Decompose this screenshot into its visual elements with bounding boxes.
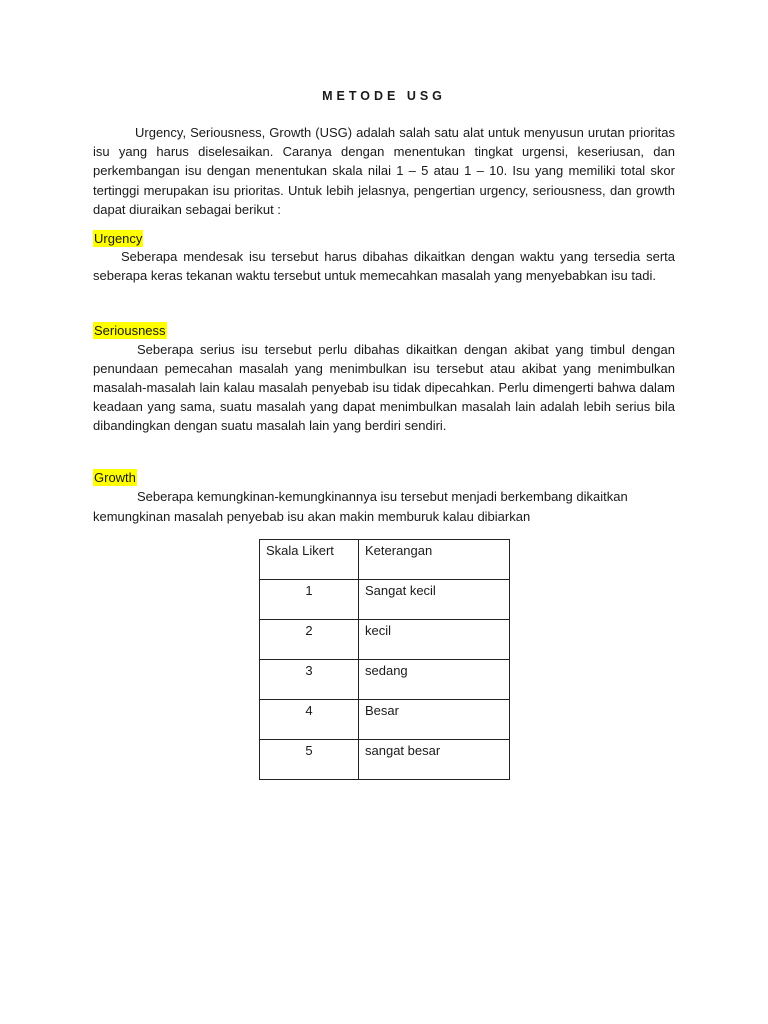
urgency-paragraph xyxy=(93,247,675,285)
heading-seriousness: Seriousness xyxy=(94,323,166,338)
table-cell-description: Sangat kecil xyxy=(359,580,510,620)
table-cell-description: sedang xyxy=(359,660,510,700)
table-cell-description: kecil xyxy=(359,620,510,660)
intro-paragraph xyxy=(93,123,675,219)
table-row xyxy=(260,660,510,700)
table-cell-scale: 5 xyxy=(260,740,359,780)
table-cell-scale: 4 xyxy=(260,700,359,740)
table-cell-scale: 2 xyxy=(260,620,359,660)
table-header-cell: Keterangan xyxy=(359,540,510,580)
seriousness-text: Seberapa serius isu tersebut perlu dibahas dikaitkan dengan akibat yang timbul dengan penundaan pemecahan masalah yang menimbulkan isu tersebut atau akibat yang menimbulkan masalah-masalah lain kalau masalah penyebab isu tidak dipecahkan. Perlu dimengerti bahwa dalam keadaan yang sama, suatu masalah yang dapat menimbulkan masalah lain adalah lebih serius bila dibandingkan dengan suatu masalah lain yang berdiri sendiri. xyxy=(93,342,675,433)
likert-scale-table xyxy=(259,539,510,780)
table-row xyxy=(260,580,510,620)
table-cell-scale: 1 xyxy=(260,580,359,620)
table-cell-scale: 3 xyxy=(260,660,359,700)
heading-urgency: Urgency xyxy=(94,231,143,246)
intro-text: Urgency, Seriousness, Growth (USG) adalah salah satu alat untuk menyusun urutan prioritas isu yang harus diselesaikan. Caranya dengan menentukan tingkat urgensi, keseriusan, dan perkembangan isu dengan menentukan skala nilai 1 – 5 atau 1 – 10. Isu yang memiliki total skor tertinggi merupakan isu prioritas. Untuk lebih jelasnya, pengertian urgency, seriousness, dan growth dapat diuraikan sebagai berikut : xyxy=(93,125,675,217)
table-header-cell: Skala Likert xyxy=(260,540,359,580)
document-title: METODE USG xyxy=(322,89,446,103)
seriousness-paragraph xyxy=(93,340,675,435)
table-cell-description: sangat besar xyxy=(359,740,510,780)
urgency-text: Seberapa mendesak isu tersebut harus dibahas dikaitkan dengan waktu yang tersedia serta seberapa keras tekanan waktu tersebut untuk memecahkan masalah yang menyebabkan isu tadi. xyxy=(93,249,675,283)
table-header-row xyxy=(260,540,510,580)
table-row xyxy=(260,620,510,660)
table-row xyxy=(260,740,510,780)
table-cell-description: Besar xyxy=(359,700,510,740)
heading-growth: Growth xyxy=(94,470,136,485)
growth-paragraph xyxy=(93,487,675,527)
growth-text: Seberapa kemungkinan-kemungkinannya isu tersebut menjadi berkembang dikaitkan kemungkinan masalah penyebab isu akan makin memburuk kalau dibiarkan xyxy=(93,489,628,524)
table-row xyxy=(260,700,510,740)
